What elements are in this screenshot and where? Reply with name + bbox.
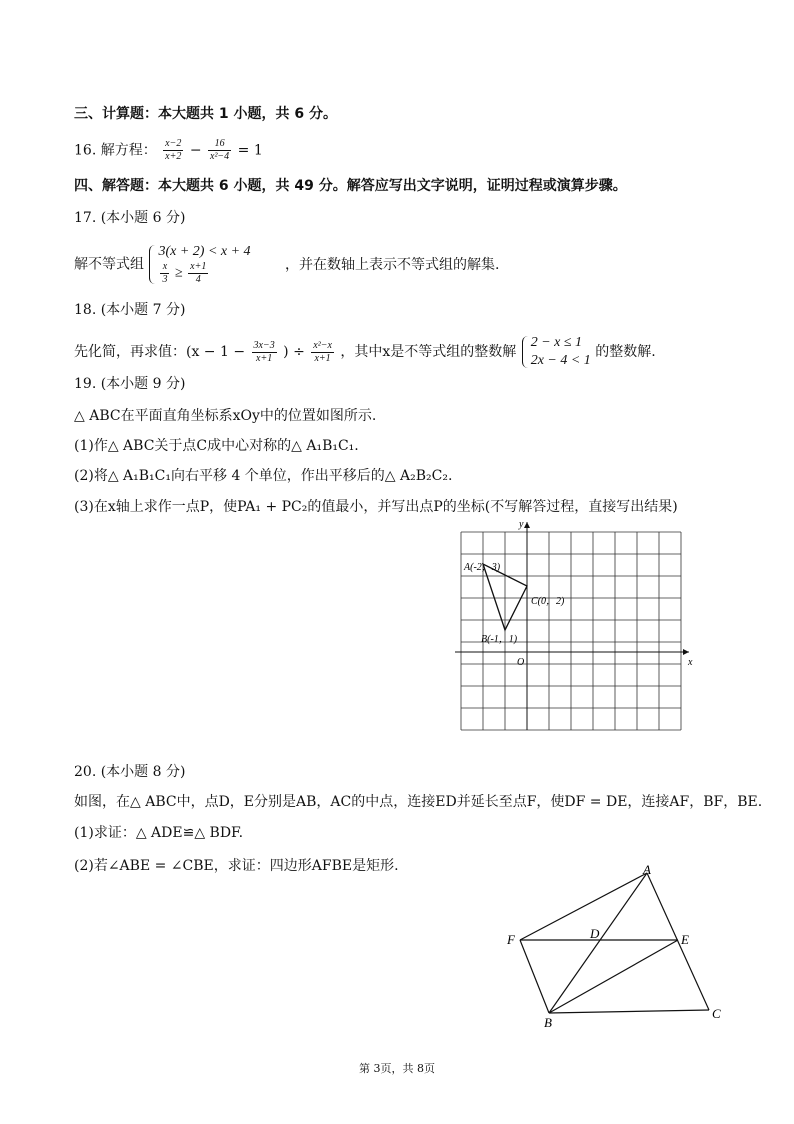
q16-rhs: = 1 <box>237 142 263 159</box>
q19-line-4: (3)在x轴上求作一点P，使PA₁ + PC₂的值最小，并写出点P的坐标(不写解答过程，直接写出结果) <box>74 499 678 515</box>
q18-f2-den: x+1 <box>314 352 331 364</box>
q18-f1-num: 3x−3 <box>253 339 275 351</box>
label-origin: O <box>517 657 525 668</box>
segment-af <box>520 873 647 940</box>
q18-fraction-1 <box>252 340 277 365</box>
q18-row-1: 2 − x ≤ 1 <box>530 335 583 350</box>
q16-minus: − <box>189 142 206 159</box>
q19-line-2: (1)作△ ABC关于点C成中心对称的△ A₁B₁C₁. <box>74 438 359 454</box>
q17-frac-b-num: x+1 <box>190 261 207 272</box>
y-axis-arrow <box>524 522 530 528</box>
q16-fraction-2 <box>208 138 231 163</box>
q16-frac2-denominator: x²−4 <box>210 151 230 162</box>
q18-fraction-2 <box>311 340 334 365</box>
q16-frac1-numerator: x−2 <box>165 138 182 149</box>
q20-header: 20. (本小题 8 分) <box>74 764 186 780</box>
question-16 <box>74 138 263 163</box>
segment-ab <box>549 873 647 1013</box>
q19-line-3: (2)将△ A₁B₁C₁向右平移 4 个单位，作出平移后的△ A₂B₂C₂. <box>74 468 453 484</box>
q17-header: 17. (本小题 6 分) <box>74 210 186 226</box>
label-a: A <box>643 862 651 877</box>
section3-title: 三、计算题：本大题共 1 小题，共 6 分。 <box>74 106 337 122</box>
q18-header: 18. (本小题 7 分) <box>74 302 186 318</box>
q17-frac-b-den: 4 <box>195 274 201 285</box>
q17-ge: ≥ <box>171 265 187 281</box>
q20-line-3: (2)若∠ABE = ∠CBE，求证：四边形AFBE是矩形. <box>74 858 399 874</box>
q18-prefix: 先化简，再求值：(x − 1 − <box>74 344 250 360</box>
q18-f2-num: x²−x <box>313 339 332 351</box>
question-18 <box>74 334 656 370</box>
q18-f1-den: x+1 <box>256 352 273 364</box>
q16-prefix: 16. 解方程： <box>74 142 157 159</box>
x-axis-arrow <box>683 649 689 655</box>
q17-frac-a <box>160 261 169 286</box>
label-y-axis: y <box>519 519 524 530</box>
label-x-axis: x <box>688 657 693 668</box>
label-c: C <box>712 1006 721 1021</box>
q19-header: 19. (本小题 9 分) <box>74 376 186 392</box>
q20-line-2: (1)求证：△ ADE≌△ BDF. <box>74 825 244 841</box>
label-b: B <box>544 1015 552 1030</box>
q17-suffix: ，并在数轴上表示不等式组的解集. <box>285 256 500 273</box>
question-17 <box>74 243 499 286</box>
label-e: E <box>681 932 689 947</box>
q16-frac1-denominator: x+2 <box>165 151 182 162</box>
page-footer: 第 3页，共 8页 <box>359 1062 435 1075</box>
q17-frac-a-num: x <box>160 261 169 274</box>
segment-bc <box>549 1010 709 1013</box>
q17-prefix: 解不等式组 <box>74 256 144 273</box>
q16-fraction-1 <box>163 138 183 163</box>
geometry-figure <box>500 860 730 1035</box>
q18-middle: ，其中x是不等式组的整数解 <box>340 344 517 360</box>
q19-line-1: △ ABC在平面直角坐标系xOy中的位置如图所示. <box>74 408 377 424</box>
coordinate-grid-figure <box>455 518 700 733</box>
label-f: F <box>507 932 515 947</box>
segment-ac <box>647 873 709 1010</box>
q18-suffix: 的整数解. <box>595 344 656 360</box>
q18-div: ) ÷ <box>283 344 310 360</box>
q18-row-2: 2x − 4 < 1 <box>530 353 591 368</box>
q17-frac-b <box>188 261 208 286</box>
q17-inequality-system <box>148 243 250 286</box>
segment-bf <box>520 940 549 1013</box>
q18-inequality-system <box>521 334 591 370</box>
q17-row-2 <box>158 261 250 286</box>
label-point-c: C(0，2) <box>531 596 565 607</box>
label-d: D <box>590 926 600 941</box>
label-point-b: B(-1，1) <box>481 634 518 645</box>
section4-title: 四、解答题：本大题共 6 小题，共 49 分。解答应写出文字说明，证明过程或演算步骤。 <box>74 178 627 194</box>
label-point-a: A(-2，3) <box>464 562 501 573</box>
q17-frac-a-den: 3 <box>162 274 168 285</box>
q17-row-1: 3(x + 2) < x + 4 <box>158 244 251 259</box>
q16-frac2-numerator: 16 <box>208 138 231 151</box>
segment-be <box>549 940 678 1013</box>
q20-line-1: 如图，在△ ABC中，点D，E分别是AB，AC的中点，连接ED并延长至点F，使DF = DE，连接AF，BF，BE. <box>74 794 763 810</box>
